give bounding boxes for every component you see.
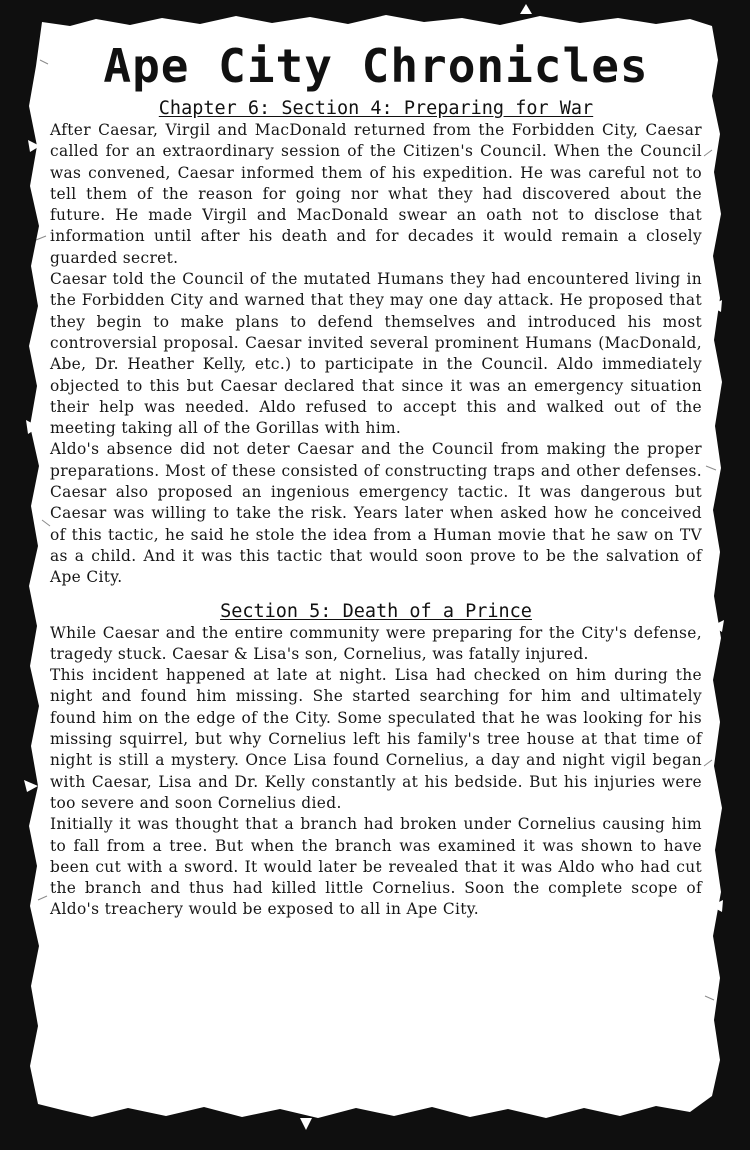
paragraph: Aldo's absence did not deter Caesar and the Council from making the proper preparations. Most of these consisted of constructing traps and other defenses. Caesar also proposed an ingenious emergency tactic. It was dangerous but Caesar was willing to take the risk. Years later when asked how he conceived of this tactic, he said he stole the idea from a Human movie that he saw on TV as a child. And it was this tactic that would soon prove to be the salvation of Ape City. — [50, 440, 702, 587]
section-heading: Chapter 6: Section 4: Preparing for War — [158, 98, 594, 119]
page-title: Ape City Chronicles — [103, 39, 649, 93]
section-heading: Section 5: Death of a Prince — [220, 600, 532, 622]
paragraph: After Caesar, Virgil and MacDonald returned from the Forbidden City, Caesar called for an extraordinary session of the Citizen's Council. When the Council was convened, Caesar informed them of his expedition. He was careful not to tell them of the reason for going nor what they had discovered about the future. He made Virgil and MacDonald swear an oath not to disclose that information until after his death and for decades it would remain a closely guarded secret. — [50, 121, 702, 267]
paragraph: Caesar told the Council of the mutated Humans they had encountered living in the Forbidden City and warned that they may one day attack. He proposed that they begin to make plans to defend themselves and introduced his most controversial proposal. Caesar invited several prominent Humans (MacDonald, Abe, Dr. Heather Kelly, etc.) to participate in the Council. Aldo immediately objected to this but Caesar declared that since it was an emergency situation their help was needed. Aldo refused to accept this and walked out of the meeting taking all of the Gorillas with him. — [50, 270, 702, 438]
paragraph: While Caesar and the entire community were preparing for the City's defense, tragedy stuck. Caesar & Lisa's son, Cornelius, was fatally injured. — [50, 623, 702, 663]
paragraph: Initially it was thought that a branch had broken under Cornelius causing him to fall from a tree. But when the branch was examined it was shown to have been cut with a sword. It would later be revealed that it was Aldo who had cut the branch and thus had killed little Cornelius. Soon the complete scope of Aldo's treachery would be exposed to all in Ape City. — [50, 815, 702, 919]
chronicle-page — [50, 40, 702, 1100]
paragraph: This incident happened at late at night. Lisa had checked on him during the night and found him missing. She started searching for him and ultimately found him on the edge of the City. Some speculated that he was looking for his missing squirrel, but why Cornelius left his family's tree house at that time of night is still a mystery. Once Lisa found Cornelius, a day and night vigil began with Caesar, Lisa and Dr. Kelly constantly at his bedside. But his injuries were too severe and soon Cornelius died. — [50, 666, 702, 812]
